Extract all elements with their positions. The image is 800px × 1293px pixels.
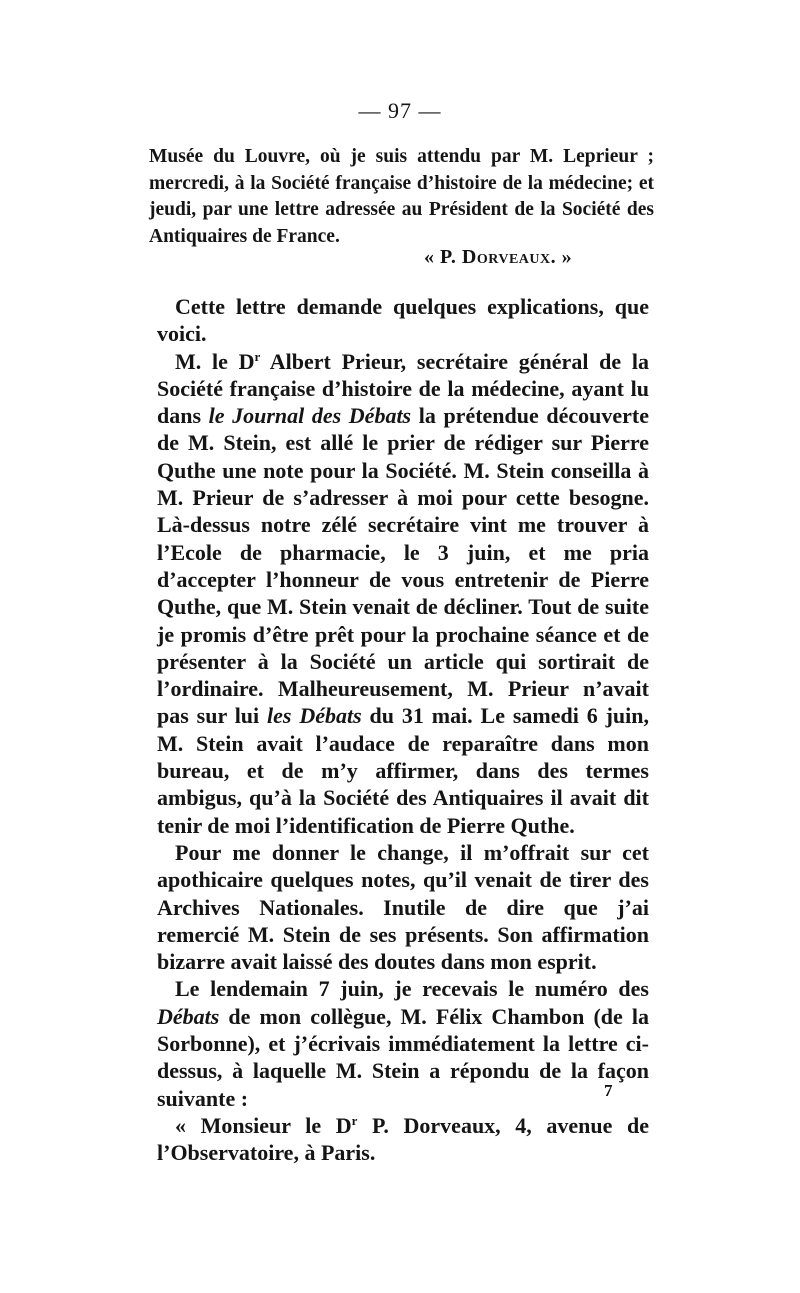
journal-title: le Journal des Débats [208,403,412,429]
paragraph-5 [157,1112,649,1167]
paragraph-4-part: de mon collègue, M. Félix Chambon (de la Sorbonne), et j’écrivais immédiatement la lettre ci-dessus, à laquelle M. Stein a répondu de la façon suivante : [157,1003,649,1111]
paragraph-4-part: Le lendemain 7 juin, je recevais le numéro des [175,976,649,1002]
journal-title-short: les Débats [267,703,362,729]
paragraph-2-part: Albert Prieur, secrétaire général de la Société française d’histoire de la médecine, ayant lu dans [157,348,649,429]
letter-closing-text: Musée du Louvre, où je suis attendu par M. Leprieur ; mercredi, à la Société française d’histoire de la médecine; et jeudi, par une lettre adressée au Président de la Société des Antiquaires de France. [149,146,654,247]
paragraph-3: Pour me donner le change, il m’offrait sur cet apothicaire quelques notes, qu’il venait de tirer des Archives Nationales. Inutile de dire que j’ai remercié M. Stein de ses présents. Son affirmation bizarre avait laissé des doutes dans mon esprit. [157,839,649,975]
paragraph-5-part: « Monsieur le D [175,1112,352,1138]
page-number: — 97 — [358,98,442,123]
superscript: r [254,348,261,364]
paragraph-4 [157,975,649,1111]
superscript: r [351,1112,358,1128]
signature-mark: 7 [604,1081,613,1100]
journal-title-short: Débats [157,1003,220,1029]
paragraph-2-part: la prétendue découverte de M. Stein, est allé le prier de rédiger sur Pierre Quthe une note pour la Société. M. Stein conseilla à M. Prieur de s’adresser à moi pour cette besogne. Là-dessus notre zélé secrétaire vint me trouver à l’Ecole de pharmacie, le 3 juin, et me pria d’accepter l’honneur de vous entretenir de Pierre Quthe, que M. Stein venait de décliner. Tout de suite je promis d’être prêt pour la prochaine séance et de présenter à la Société un article qui sortirait de l’ordinaire. Malheureusement, M. Prieur n’avait pas sur lui [157,403,649,729]
paragraph-2 [157,348,649,839]
paragraph-1: Cette lettre demande quelques explications, que voici. [157,294,649,347]
paragraph-2-part: du 31 mai. Le samedi 6 juin, M. Stein avait l’audace de reparaître dans mon bureau, et de m’y affirmer, dans des termes ambigus, qu’à la Société des Antiquaires il avait dit tenir de moi l’identification de Pierre Quthe. [157,703,650,838]
paragraph-2-part: M. le D [175,348,255,374]
main-text [157,293,649,1167]
letter-signature: « P. Dorveaux. » [424,246,573,268]
paragraph-5-part: P. Dorveaux, 4, avenue de l’Observatoire, à Paris. [157,1112,649,1166]
